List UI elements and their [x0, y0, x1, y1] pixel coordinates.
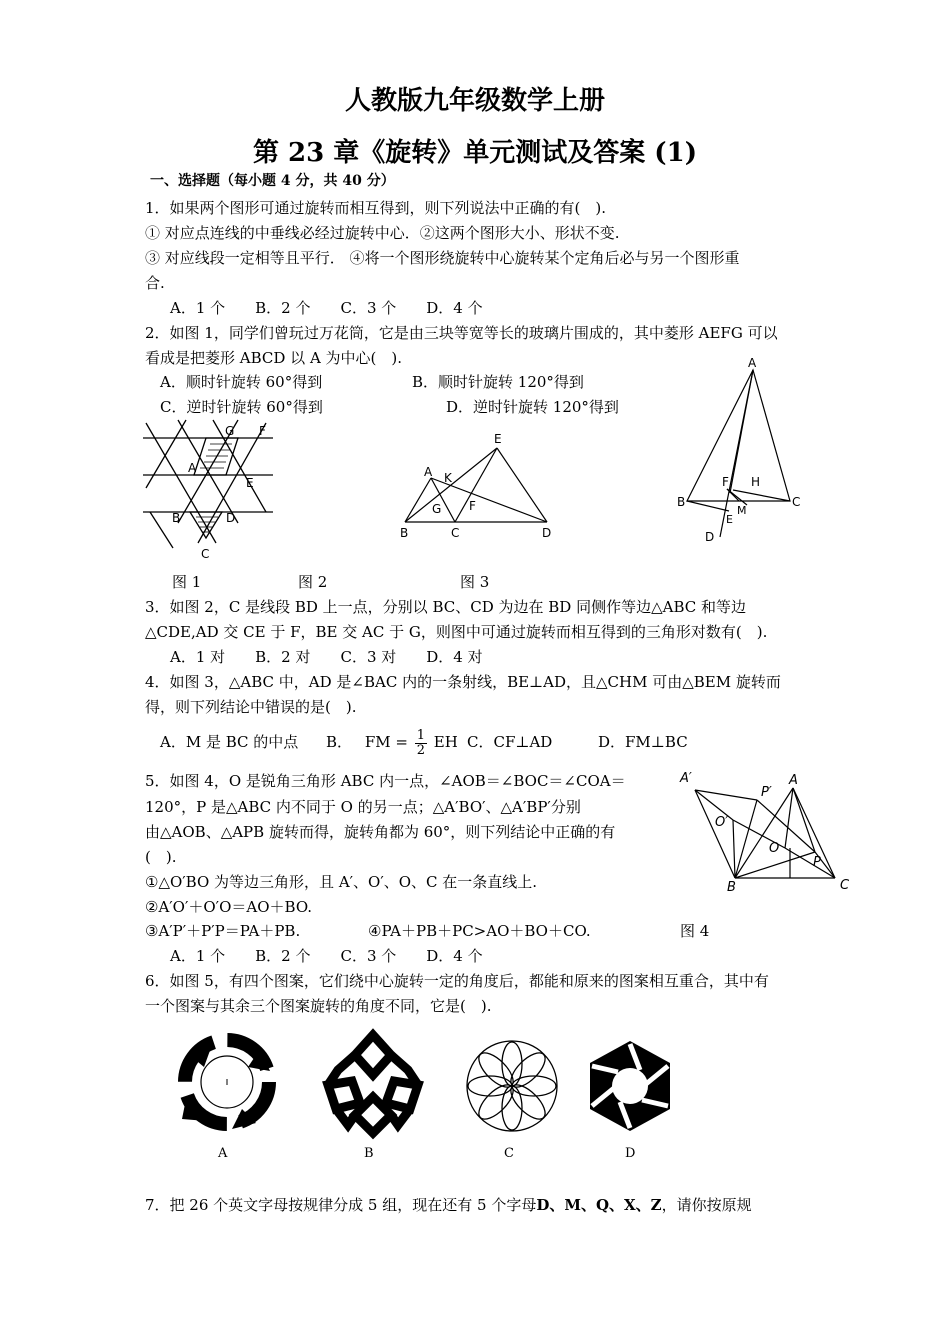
q4-option-c: C．CF⊥AD [467, 733, 553, 751]
q4-option-a: A．M 是 BC 的中点 [160, 733, 299, 751]
fraction-numerator: 1 [416, 727, 425, 743]
q7-letters: D、M、Q、X、Z [536, 1196, 662, 1214]
figure-3-triangle [675, 355, 805, 545]
fig2-label: K [444, 471, 452, 485]
fig3-label: F [722, 475, 729, 489]
q6-line1: 6．如图 5，有四个图案，它们绕中心旋转一定的角度后，都能和原来的图案相互重合，其中有 [145, 972, 769, 990]
q5-options: A．1 个 B．2 个 C．3 个 D．4 个 [170, 947, 483, 965]
fraction-denominator: 2 [416, 742, 425, 758]
fig3-label: C [792, 495, 801, 509]
q4-option-b-rhs: EH [433, 733, 458, 751]
pattern-b-hexagram-icon [308, 1025, 438, 1140]
page-title-line2: 第 23 章《旋转》单元测试及答案 (1) [252, 138, 698, 168]
q2-option-b: B．顺时针旋转 120°得到 [412, 373, 584, 391]
figure-3-caption: 图 3 [460, 573, 490, 591]
q3-line1: 3．如图 2，C 是线段 BD 上一点，分别以 BC、CD 为边在 BD 同侧作等边△ABC 和等边 [145, 598, 747, 616]
q5-item4: ④PA＋PB＋PC>AO＋BO＋CO. [368, 922, 591, 940]
q1-stem: 1．如果两个图形可通过旋转而相互得到，则下列说法中正确的有( ). [145, 199, 607, 217]
fig2-label: C [451, 526, 460, 540]
q7-suffix: ，请你按原规 [661, 1196, 752, 1214]
q2-option-d: D．逆时针旋转 120°得到 [446, 398, 619, 416]
q1-line3: ③ 对应线段一定相等且平行． ④将一个图形绕旋转中心旋转某个定角后必与另一个图形重 [145, 249, 740, 267]
page-title-line1: 人教版九年级数学上册 [344, 86, 605, 116]
fig2-label: G [432, 502, 442, 516]
q4-option-b-lhs: FM = [364, 733, 408, 751]
pattern-b-label: B [364, 1146, 374, 1161]
q7-line [145, 1195, 752, 1215]
q5-item2: ②A′O′＋O′O＝AO＋BO. [145, 898, 313, 916]
fig1-label: D [226, 511, 236, 525]
q2-option-c: C．逆时针旋转 60°得到 [160, 398, 323, 416]
fig3-label: M [737, 504, 747, 517]
q5-item1: ①△O′BO 为等边三角形，且 A′、O′、O、C 在一条直线上. [145, 873, 538, 891]
q5-line2: 120°，P 是△ABC 内不同于 O 的另一点；△A′BO′、△A′BP′分别 [145, 798, 581, 816]
q4-option-b-prefix: B． [326, 733, 353, 751]
q1-line4: 合. [145, 274, 165, 292]
q4-line1: 4．如图 3，△ABC 中，AD 是∠BAC 内的一条射线，BE⊥AD，且△CHM 可由△BEM 旋转而 [145, 673, 781, 691]
fig3-label: A [748, 356, 757, 370]
section-heading: 一、选择题（每小题 4 分，共 40 分） [150, 173, 395, 189]
q4-option-b [326, 722, 458, 762]
fig3-label: H [751, 475, 761, 489]
q7-prefix: 7．把 26 个英文字母按规律分成 5 组，现在还有 5 个字母 [145, 1196, 537, 1214]
fig4-label: P [813, 855, 821, 870]
q4-option-b-fraction [415, 729, 427, 758]
figure-4-caption: 图 4 [680, 922, 710, 940]
fig3-label: D [705, 530, 715, 544]
q5-line3: 由△AOB、△APB 旋转而得，旋转角都为 60°，则下列结论中正确的有 [145, 823, 616, 841]
fig2-label: B [400, 526, 409, 540]
pattern-c-label: C [504, 1146, 514, 1161]
q5-line4: ( ). [145, 848, 177, 866]
q2-line1: 2．如图 1，同学们曾玩过万花筒，它是由三块等宽等长的玻璃片围成的，其中菱形 AEFG 可以 [145, 324, 778, 342]
fig1-label: F [259, 424, 266, 438]
figure-1-kaleidoscope [138, 418, 278, 563]
fig4-label: B [727, 880, 736, 895]
figure-2-triangles [395, 430, 565, 545]
pattern-d-label: D [625, 1146, 636, 1161]
q2-line2: 看成是把菱形 ABCD 以 A 为中心( ). [145, 349, 403, 367]
q3-line2: △CDE,AD 交 CE 于 F，BE 交 AC 于 G，则图中可通过旋转而相互得到的三角形对数有( ). [145, 623, 768, 641]
q4-line2: 得，则下列结论中错误的是( ). [145, 698, 357, 716]
fig1-label: C [201, 547, 210, 561]
fig2-label: D [542, 526, 552, 540]
fig1-label: G [225, 424, 235, 438]
fig4-label: O [769, 841, 780, 856]
q5-line1: 5．如图 4，O 是锐角三角形 ABC 内一点，∠AOB＝∠BOC＝∠COA＝ [145, 772, 626, 790]
fig4-label: A′ [680, 771, 692, 786]
q2-option-a: A．顺时针旋转 60°得到 [160, 373, 323, 391]
q6-line2: 一个图案与其余三个图案旋转的角度不同，它是( ). [145, 997, 492, 1015]
fig1-label: B [172, 511, 181, 525]
pattern-a-arrows-icon [172, 1027, 282, 1137]
figure-4-rotation [675, 768, 855, 893]
fig2-label: F [469, 499, 476, 513]
figure-2-caption: 图 2 [298, 573, 328, 591]
pattern-c-rosette-icon [462, 1036, 562, 1136]
q5-item3: ③A′P′＋P′P＝PA＋PB. [145, 922, 301, 940]
fig2-label: E [494, 432, 502, 446]
fig1-label: E [246, 476, 254, 490]
fig4-label: A [789, 773, 798, 788]
figure-1-caption: 图 1 [172, 573, 202, 591]
fig4-label: C [840, 878, 850, 893]
fig3-label: B [677, 495, 686, 509]
q1-options: A．1 个 B．2 个 C．3 个 D．4 个 [170, 299, 483, 317]
fig3-label: E [726, 513, 733, 526]
fig1-label: A [188, 461, 197, 475]
fig2-label: A [424, 465, 433, 479]
fig4-label: O′ [715, 815, 729, 830]
q1-line2: ① 对应点连线的中垂线必经过旋转中心．②这两个图形大小、形状不变. [145, 224, 620, 242]
q3-options: A．1 对 B．2 对 C．3 对 D．4 对 [170, 648, 483, 666]
pattern-d-hexagon-icon [580, 1036, 680, 1136]
fig4-label: P′ [761, 785, 772, 800]
q4-option-d: D．FM⊥BC [598, 733, 688, 751]
pattern-a-label: A [218, 1146, 228, 1161]
